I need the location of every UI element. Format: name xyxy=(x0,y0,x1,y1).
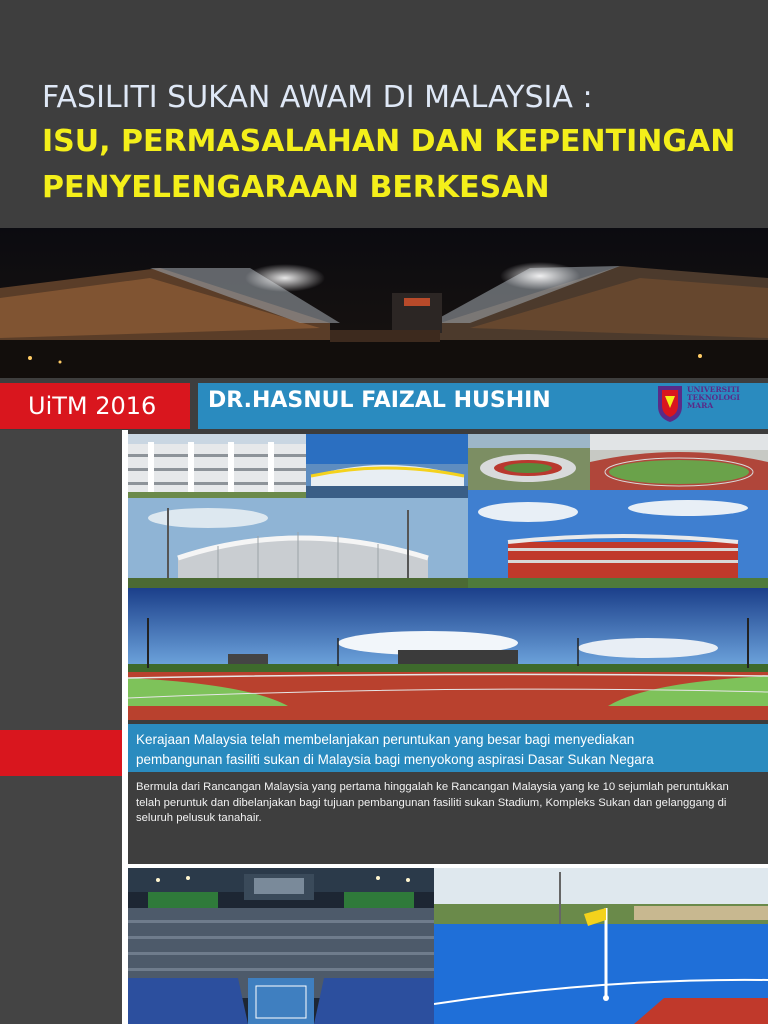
photo-stadium-blue-roof xyxy=(306,434,468,498)
uitm-logo-text xyxy=(687,386,740,410)
photo-aerial-stadium xyxy=(468,434,590,490)
photo-hockey-pitch xyxy=(434,868,768,1024)
photo-stadium-red-structure xyxy=(468,490,768,588)
title-line-3: PENYELENGARAAN BERKESAN xyxy=(42,170,550,205)
photo-stadium-facade xyxy=(128,434,306,498)
left-column xyxy=(0,430,122,1024)
title-line-1: FASILITI SUKAN AWAM DI MALAYSIA : xyxy=(42,80,593,115)
photo-stadium-arch xyxy=(128,498,468,588)
uitm-year-label: UiTM 2016 xyxy=(28,392,157,420)
stadium-night-banner-photo xyxy=(0,228,768,378)
highlight-line-2: pembangunan fasiliti sukan di Malaysia bagi menyokong aspirasi Dasar Sukan Negara xyxy=(136,752,654,767)
photo-stadium-panorama xyxy=(128,588,768,720)
logo-text-line-3: MARA xyxy=(687,401,714,410)
photo-indoor-arena xyxy=(128,868,434,1024)
title-line-2: ISU, PERMASALAHAN DAN KEPENTINGAN xyxy=(42,124,736,159)
photo-stadium-track xyxy=(590,434,768,490)
highlight-line-1: Kerajaan Malaysia telah membelanjakan peruntukan yang besar bagi menyediakan xyxy=(136,732,635,747)
body-paragraph: Bermula dari Rancangan Malaysia yang pertama hinggalah ke Rancangan Malaysia yang ke 10 sejumlah peruntukkan telah peruntuk dan dibelanjakan bagi tujuan pembangunan fasiliti sukan Stadium, Kompleks Sukan dan gelanggang di seluruh pelusuk tanahair. xyxy=(136,781,729,825)
logo-text-line-2: TEKNOLOGI xyxy=(687,393,740,402)
uitm-crest-icon xyxy=(655,384,685,424)
logo-text-line-1: UNIVERSITI xyxy=(687,385,740,394)
left-red-accent xyxy=(0,730,122,776)
author-name: DR.HASNUL FAIZAL HUSHIN xyxy=(208,388,551,413)
